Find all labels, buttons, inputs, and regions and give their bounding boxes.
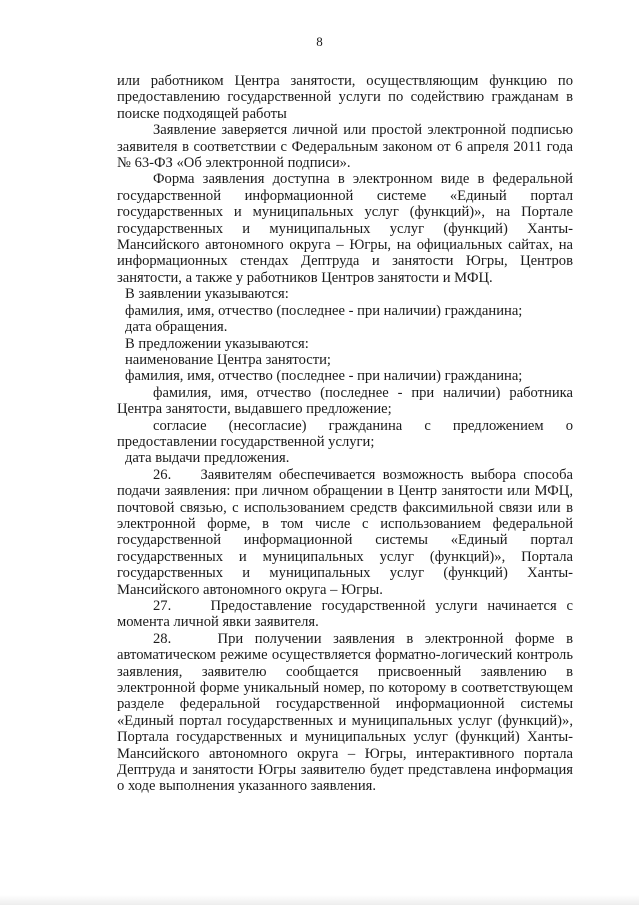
list-item: фамилия, имя, отчество (последнее - при наличии) гражданина; — [125, 302, 523, 319]
paragraph-item-26: 26. Заявителям обеспечивается возможность выбора способа подачи заявления: при личном обращении в Центр занятости или МФЦ, почтовой связью, с использованием средств факсимильной связи или в электронной форме, в том числе с использованием федеральной государственной информационной системы «Единый портал государственных и муниципальных услуг (функций)», Портала государственных и муниципальных услуг (функций) Ханты-Мансийского автономного округа – Югры. — [117, 466, 573, 598]
list-item: дата обращения. — [125, 319, 228, 336]
scan-bottom-edge — [0, 895, 639, 905]
paragraph-continuation: или работником Центра занятости, осуществляющим функцию по предоставлению государственной услуги по содействию гражданам в поиске подходящей работы — [117, 73, 573, 122]
document-body — [117, 73, 573, 795]
list-heading-application: В заявлении указываются: — [125, 286, 289, 303]
list-item: дата выдачи предложения. — [125, 450, 290, 467]
paragraph-signature: Заявление заверяется личной или простой электронной подписью заявителя в соответствии с Федеральным законом от 6 апреля 2011 года № 63-ФЗ «Об электронной подписи». — [117, 122, 573, 172]
list-item: наименование Центра занятости; — [125, 351, 331, 368]
page-number: 8 — [316, 34, 323, 49]
list-item: согласие (несогласие) гражданина с предложением о предоставлении государственной услуги; — [117, 417, 573, 450]
list-item: фамилия, имя, отчество (последнее - при наличии) гражданина; — [125, 368, 523, 385]
paragraph-item-28: 28. При получении заявления в электронной форме в автоматическом режиме осуществляется форматно-логический контроль заявления, заявителю сообщается присвоенный заявлению в электронной форме уникальный номер, по которому в соответствующем разделе федеральной государственной информационной системы «Единый портал государственных и муниципальных услуг (функций)», Портала государственных и муниципальных услуг (функций) Ханты-Мансийского автономного округа – Югры, интерактивного портала Дептруда и занятости Югры заявителю будет представлена информация о ходе выполнения указанного заявления. — [117, 630, 573, 795]
paragraph-form-availability: Форма заявления доступна в электронном виде в федеральной государственной информационной системе «Единый портал государственных и муниципальных услуг (функций)», на Портале государственных и муниципальных услуг (функций) Ханты-Мансийского автономного округа – Югры, на официальных сайтах, на информационных стендах Дептруда и занятости Югры, Центров занятости, а также у работников Центров занятости и МФЦ. — [117, 171, 573, 286]
list-item: фамилия, имя, отчество (последнее - при наличии) работника Центра занятости, выдавшего предложение; — [117, 384, 573, 418]
list-heading-offer: В предложении указываются: — [125, 335, 309, 352]
paragraph-item-27: 27. Предоставление государственной услуги начинается с момента личной явки заявителя. — [117, 598, 573, 631]
